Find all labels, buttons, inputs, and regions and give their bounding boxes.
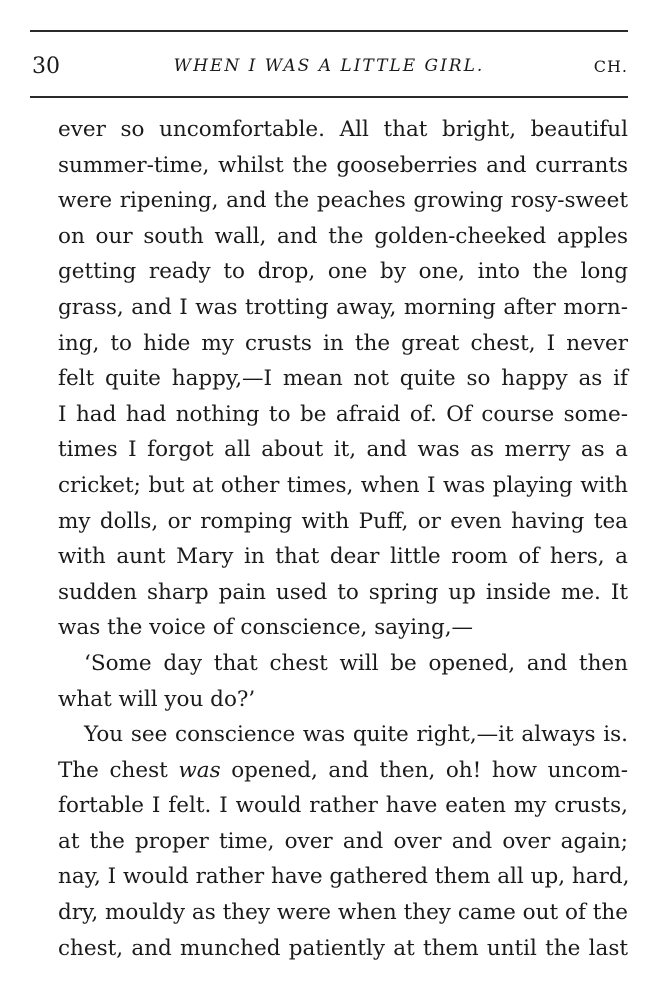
text-line: chest, and munched patiently at them until the last xyxy=(58,935,628,961)
chapter-abbrev: CH. xyxy=(593,57,628,76)
text-line: what will you do?’ xyxy=(58,686,256,712)
emphasized-word: was xyxy=(178,757,221,783)
text-line: grass, and I was trotting away, morning after morn- xyxy=(58,294,628,320)
text-line: nay, I would rather have gathered them all up, hard, xyxy=(58,864,630,890)
header-top-rule xyxy=(30,30,628,32)
text-line: I had had nothing to be afraid of. Of course some- xyxy=(58,401,628,427)
text-run: The chest xyxy=(58,757,179,783)
text-line: on our south wall, and the golden-cheeked apples xyxy=(58,223,628,249)
text-line: ing, to hide my crusts in the great chest, I never xyxy=(58,330,628,356)
body-text xyxy=(58,112,628,966)
text-line: dry, mouldy as they were when they came out of the xyxy=(58,900,628,926)
text-line: ever so uncomfortable. All that bright, beautiful xyxy=(58,117,628,142)
header-bottom-rule xyxy=(30,96,628,98)
text-line: were ripening, and the peaches growing rosy-sweet xyxy=(58,188,628,214)
text-line: my dolls, or romping with Puff, or even having tea xyxy=(58,508,628,534)
text-line: felt quite happy,—I mean not quite so happy as if xyxy=(58,366,628,392)
running-title: WHEN I WAS A LITTLE GIRL. xyxy=(173,56,485,76)
text-run: opened, and then, oh! how uncom- xyxy=(220,757,628,783)
running-header xyxy=(30,54,628,84)
text-line: summer-time, whilst the gooseberries and currants xyxy=(58,152,628,178)
text-line xyxy=(58,753,628,789)
text-line: was the voice of conscience, saying,— xyxy=(58,615,474,641)
text-line: getting ready to drop, one by one, into the long xyxy=(58,259,628,285)
text-line: with aunt Mary in that dear little room of hers, a xyxy=(58,544,628,570)
text-line: fortable I felt. I would rather have eaten my crusts, xyxy=(58,793,628,819)
text-line: ‘Some day that chest will be opened, and then xyxy=(84,650,628,676)
text-line: at the proper time, over and over and over again; xyxy=(58,828,628,854)
text-line: sudden sharp pain used to spring up inside me. It xyxy=(58,579,628,605)
page-number: 30 xyxy=(32,54,60,79)
text-line: times I forgot all about it, and was as merry as a xyxy=(58,437,628,463)
text-line: You see conscience was quite right,—it always is. xyxy=(84,722,628,748)
text-line: cricket; but at other times, when I was playing with xyxy=(58,472,628,498)
